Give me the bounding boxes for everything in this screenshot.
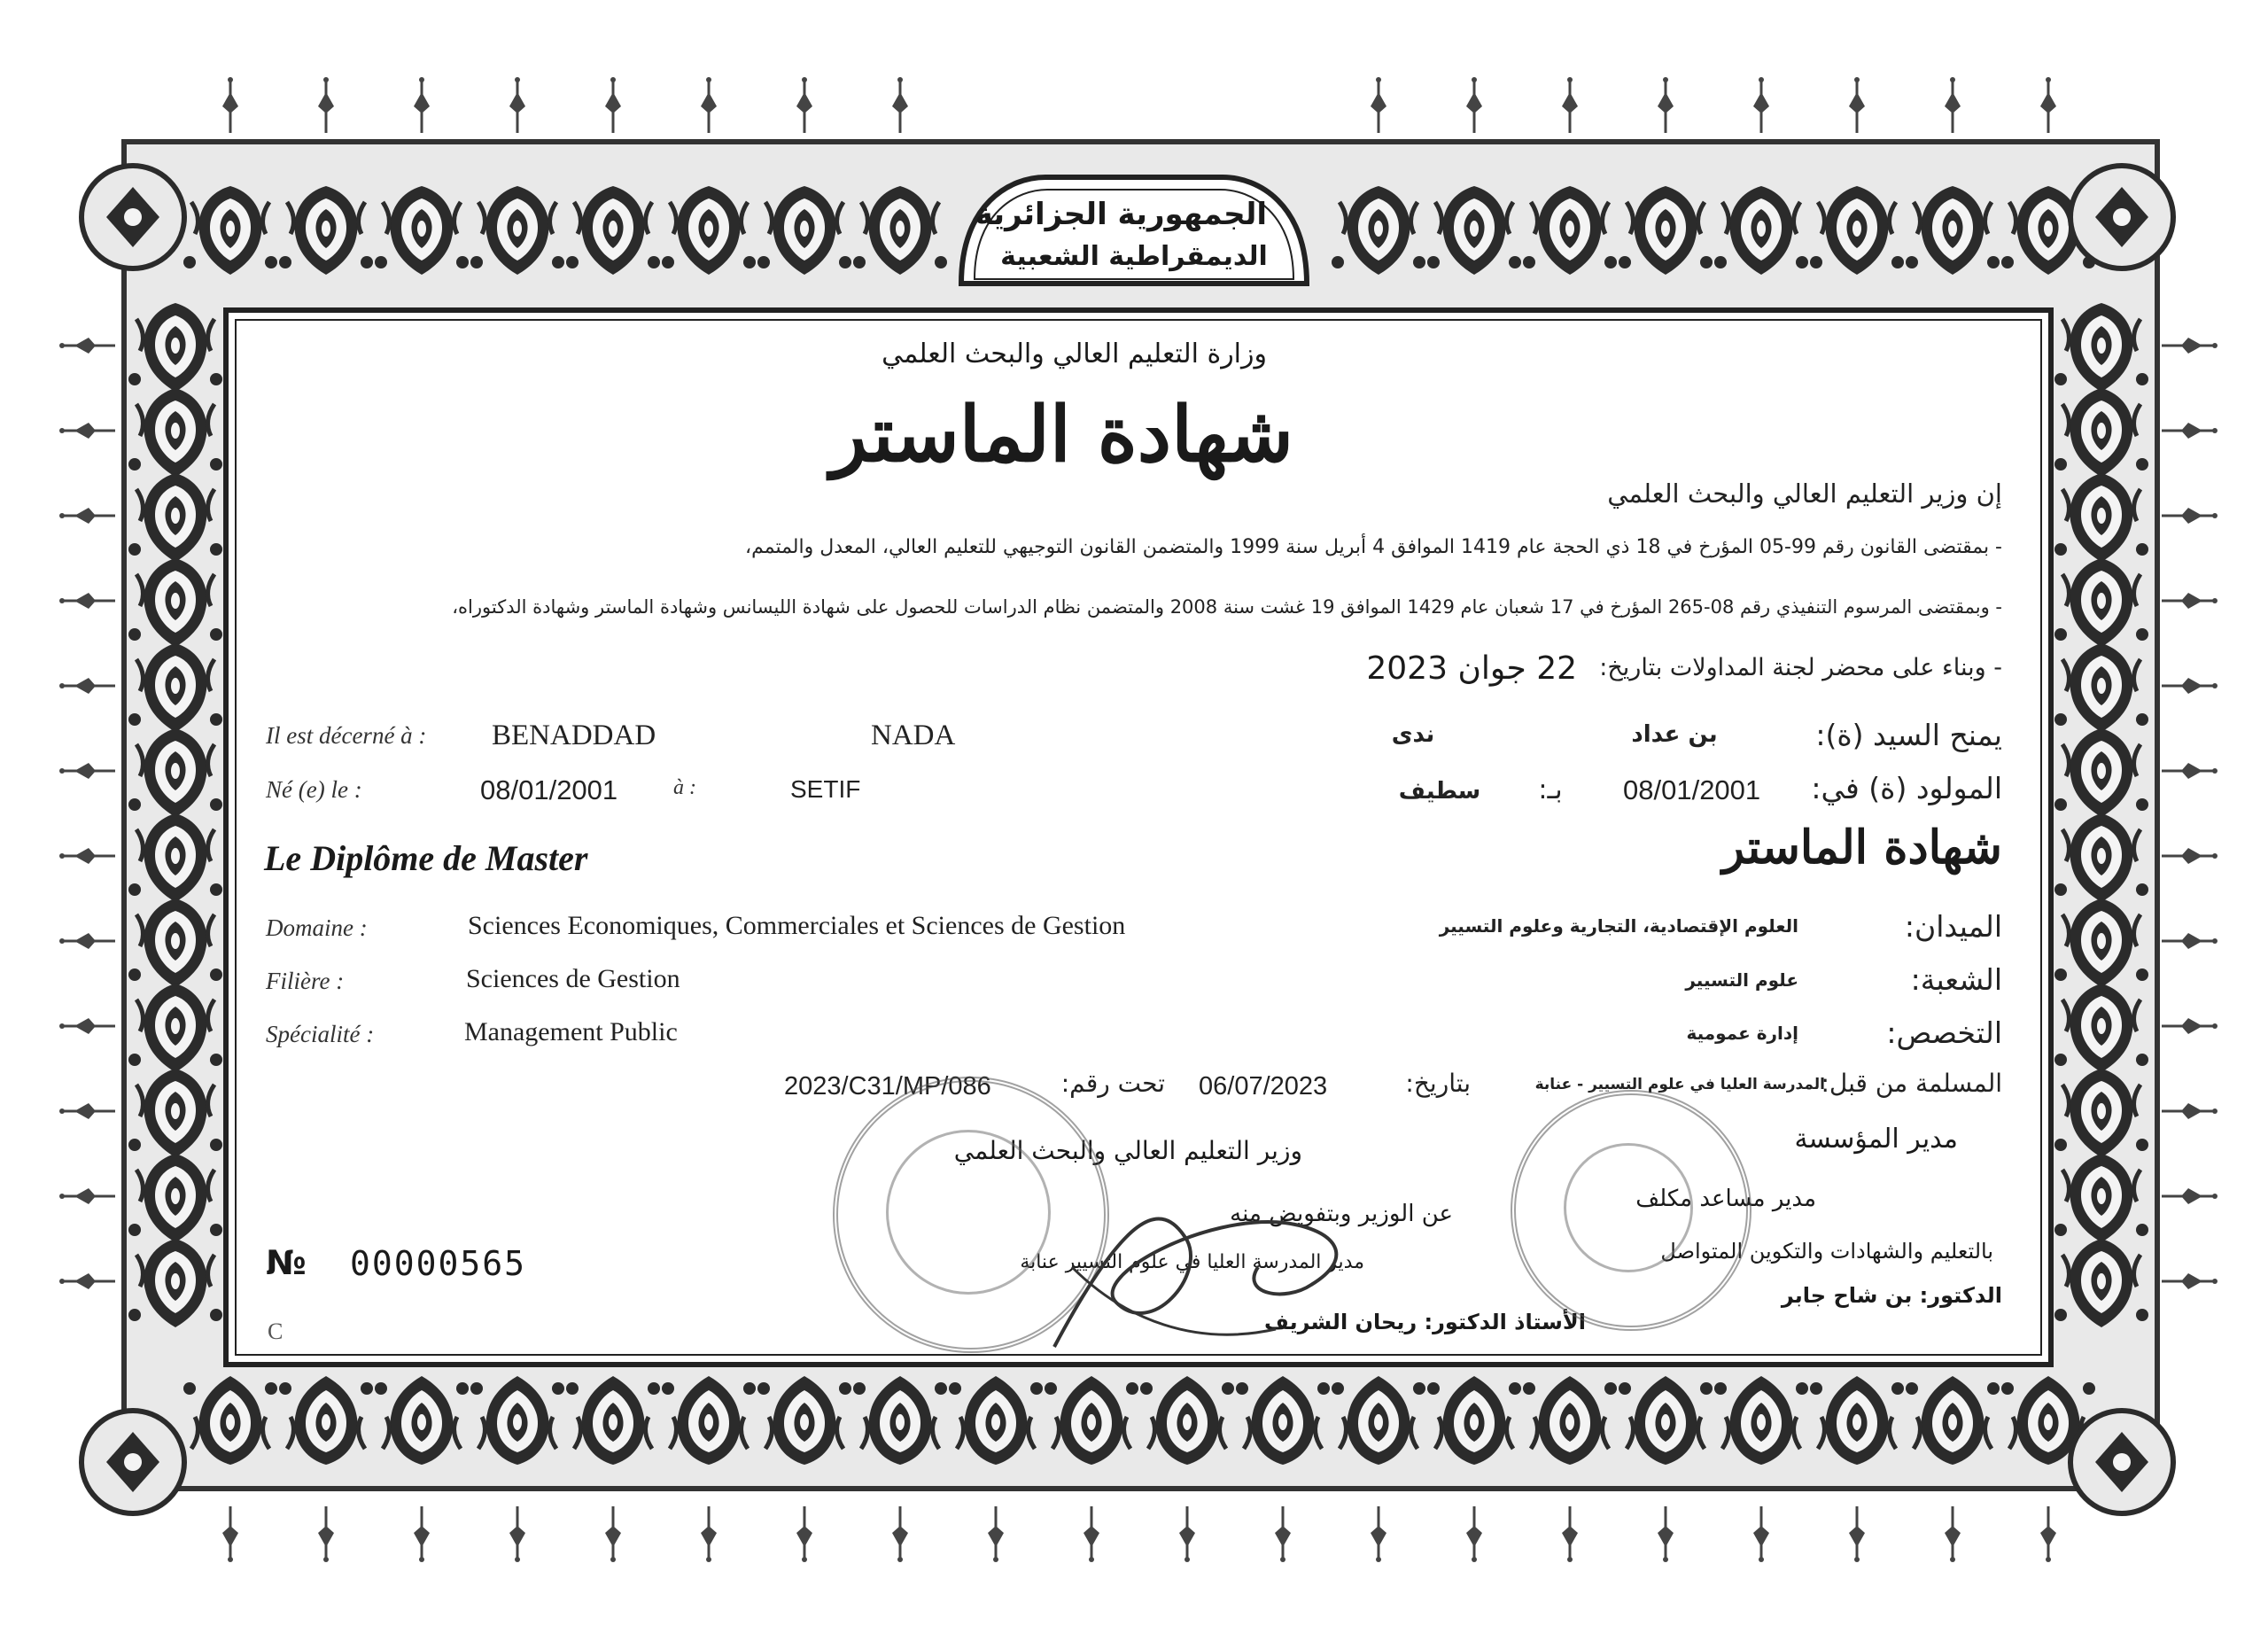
first-name-ar: ندى (1391, 721, 1435, 748)
border-spike (1179, 1506, 1195, 1562)
border-spike (59, 1018, 115, 1034)
border-spike (2162, 338, 2218, 354)
border-spike (796, 77, 812, 133)
serial-mark: C (268, 1318, 284, 1344)
border-spike (59, 423, 115, 439)
last-name-ar: بن عداد (1631, 721, 1718, 748)
border-spike (2162, 933, 2218, 949)
border-spike (1466, 77, 1482, 133)
border-spike (1562, 77, 1578, 133)
spec-fr: Management Public (464, 1017, 678, 1046)
diploma-title-fr: Le Diplôme de Master (264, 838, 588, 878)
born-label-fr: Né (e) le : (266, 776, 362, 803)
spec-ar: إدارة عمومية (1686, 1023, 1798, 1044)
border-spike (605, 77, 621, 133)
awarded-label-fr: Il est décerné à : (266, 722, 427, 749)
date-label-ar: بتاريخ: (1405, 1069, 1471, 1098)
border-spike (59, 338, 115, 354)
serial-symbol: № (266, 1243, 307, 1282)
border-spike (1371, 77, 1386, 133)
preamble-line-2: - بمقتضى القانون رقم 99-05 المؤرخ في 18 ذي الحجة عام 1419 الموافق 4 أبريل سنة 1999 والمتضمن القانون التوجيهي للتعليم العالي، المعدل والمتمم، (744, 536, 2002, 558)
field-label-ar: الشعبة: (1910, 962, 2002, 997)
signer-right: الأستاذ الدكتور: ريحان الشريف (1263, 1310, 1586, 1334)
border-spike (2162, 1103, 2218, 1119)
border-spike (2162, 1018, 2218, 1034)
diploma-title-ar-small: شهادة الماستر (1721, 821, 2002, 875)
border-spike (59, 678, 115, 694)
border-spike (59, 933, 115, 949)
preamble-line-4: - وبناء على محضر لجنة المداولات بتاريخ: (1599, 654, 2002, 681)
birth-place-ar: سطيف (1398, 778, 1481, 805)
field-fr: Sciences de Gestion (466, 964, 680, 993)
border-spike (509, 1506, 525, 1562)
border-spike (318, 1506, 334, 1562)
border-spike (2040, 1506, 2056, 1562)
border-spike (701, 1506, 717, 1562)
responsibility-text: بالتعليم والشهادات والتكوين المتواصل (1660, 1239, 1993, 1264)
border-spike (414, 1506, 430, 1562)
first-name-fr: NADA (871, 719, 956, 751)
border-spike (318, 77, 334, 133)
border-spike (2162, 593, 2218, 609)
border-spike (2040, 77, 2056, 133)
border-spike (59, 508, 115, 524)
preamble-line-3: - وبمقتضى المرسوم التنفيذي رقم 08-265 المؤرخ في 17 شعبان عام 1429 الموافق 19 غشت سنة 2008 والمتضمن نظام الدراسات للحصول على شهادة الليسانس وشهادة الماستر وشهادة الدكتوراه، (452, 596, 2002, 618)
issuance-date: 06/07/2023 (1199, 1072, 1328, 1101)
border-spike (892, 77, 908, 133)
border-spike (1849, 1506, 1865, 1562)
border-spike (2162, 508, 2218, 524)
issuance-number: 2023/C31/MP/086 (784, 1072, 991, 1101)
domain-fr: Sciences Economiques, Commerciales et Sciences de Gestion (468, 911, 1126, 940)
birth-date-ar: 08/01/2001 (1623, 774, 1761, 805)
serial-number: 00000565 (350, 1244, 527, 1283)
border-spike (59, 593, 115, 609)
domain-label-ar: الميدان: (1904, 909, 2002, 944)
last-name-fr: BENADDAD (492, 719, 656, 751)
border-spike (509, 77, 525, 133)
border-spike (1466, 1506, 1482, 1562)
domain-ar: العلوم الإقتصادية، التجارية وعلوم التسيير (1439, 915, 1798, 937)
border-spike (701, 77, 717, 133)
border-spike (59, 1188, 115, 1204)
deliberation-date: 22 جوان 2023 (1366, 650, 1577, 687)
border-spike (59, 1103, 115, 1119)
number-label-ar: تحت رقم: (1060, 1069, 1165, 1098)
born-label-ar: المولود (ة) في: (1811, 771, 2002, 805)
border-spike (2162, 763, 2218, 779)
border-spike (1275, 1506, 1291, 1562)
border-spike (2162, 1273, 2218, 1289)
border-spike (222, 1506, 238, 1562)
border-spike (892, 1506, 908, 1562)
border-spike (59, 1273, 115, 1289)
border-spike (59, 848, 115, 864)
delegation-text: عن الوزير وبتفويض منه (1230, 1201, 1453, 1227)
seal-stamp-right-inner (1564, 1143, 1693, 1272)
spec-label-ar: التخصص: (1886, 1015, 2002, 1050)
border-spike (796, 1506, 812, 1562)
preamble-line-1: إن وزير التعليم العالي والبحث العلمي (1607, 478, 2002, 509)
border-spike (2162, 678, 2218, 694)
birth-place-fr: SETIF (790, 775, 861, 803)
border-spike (1945, 77, 1961, 133)
awarded-label-ar: يمنح السيد (ة): (1815, 718, 2002, 752)
border-spike (414, 77, 430, 133)
border-spike (2162, 423, 2218, 439)
border-spike (605, 1506, 621, 1562)
director-title: مدير المؤسسة (1794, 1124, 1958, 1155)
border-spike (1945, 1506, 1961, 1562)
border-spike (1371, 1506, 1386, 1562)
border-spike (1562, 1506, 1578, 1562)
assistant-director: مدير مساعد مكلف (1635, 1186, 1816, 1212)
diploma-title-ar: شهادة الماستر (830, 390, 1293, 479)
border-spike (1849, 77, 1865, 133)
minister-title: وزير التعليم العالي والبحث العلمي (953, 1136, 1302, 1165)
at-label-ar: بـ: (1538, 774, 1563, 805)
spec-label-fr: Spécialité : (266, 1021, 375, 1047)
at-label-fr: à : (673, 776, 696, 799)
border-spike (988, 1506, 1004, 1562)
institution-ar: المدرسة العليا في علوم التسيير - عنابة (1534, 1076, 1825, 1093)
border-spike (1658, 77, 1674, 133)
border-spike (1753, 77, 1769, 133)
republic-line-2: الديمقراطية الشعبية (1000, 241, 1268, 272)
birth-date-fr: 08/01/2001 (480, 774, 618, 805)
ministry-name: وزارة التعليم العالي والبحث العلمي (882, 338, 1267, 369)
border-spike (59, 763, 115, 779)
issued-by-label-ar: المسلمة من قبل: (1821, 1069, 2002, 1098)
field-ar: علوم التسيير (1685, 969, 1798, 991)
handwritten-signature (1019, 1161, 1391, 1391)
border-spike (2162, 1188, 2218, 1204)
signer-left: الدكتور: بن شاح جابر (1781, 1283, 2002, 1308)
border-spike (1084, 1506, 1099, 1562)
school-director-text: مدير المدرسة العليا في علوم التسيير عنابة (1020, 1251, 1364, 1273)
border-spike (2162, 848, 2218, 864)
republic-line-1: الجمهورية الجزائرية (975, 197, 1267, 232)
border-spike (1658, 1506, 1674, 1562)
field-label-fr: Filière : (266, 968, 345, 994)
border-spike (1753, 1506, 1769, 1562)
domain-label-fr: Domaine : (266, 914, 368, 941)
border-spike (222, 77, 238, 133)
